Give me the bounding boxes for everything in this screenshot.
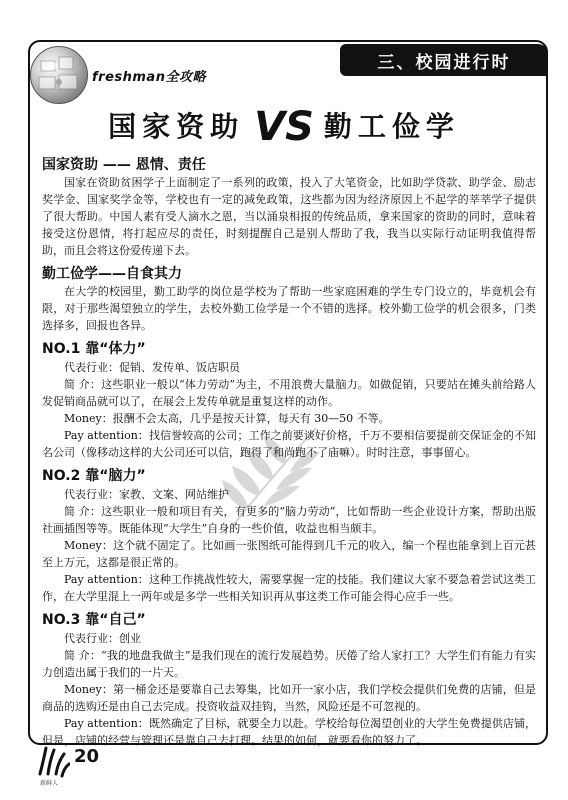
job-intro: 简 介：这些职业一般以“体力劳动”为主，不用浪费大量脑力。如做促销，只要站在摊头前给路人发促销商品就可以了，在展会上发传单就是重复这样的动作。 <box>42 378 536 408</box>
job-industry: 代表行业：促销、发传单、饭店职员 <box>64 361 240 374</box>
job-attention: Pay attention：找信誉较高的公司；工作之前要谈好价格，千万不要相信要提前交保证金的不知名公司（像移动这样的大公司还可以信，跑得了和尚跑不了庙嘛）。时时注意，事事留心。 <box>42 429 536 459</box>
section-heading: 国家资助 —— 恩情、责任 <box>42 157 206 173</box>
sun-rays-icon <box>36 744 70 778</box>
job-intro: 简 介：这些职业一般和项目有关，有更多的“脑力劳动”，比如帮助一些企业设计方案，帮助出版社画插图等等。既能体现“大学生”自身的一些价值，收益也相当颇丰。 <box>42 505 536 535</box>
job-industry: 代表行业：家教、文案、网站维护 <box>64 488 229 501</box>
job-type-heading: NO.2 靠“脑力” <box>42 468 146 484</box>
job-money: Money：第一桶金还是要靠自己去筹集，比如开一家小店，我们学校会提供们免费的店铺，但是商品的选购还是由自己去完成。投资收益双挂钩，当然，风险还是不可忽视的。 <box>42 683 536 713</box>
job-intro: 简 介：“我的地盘我做主”是我们现在的流行发展趋势。厌倦了给人家打工？大学生们有能力有实力创造出属于我们的一片天。 <box>42 649 536 679</box>
section-work-study <box>42 265 536 334</box>
section-tab: 三、校园进行时 <box>340 44 548 76</box>
title-right: 勤工俭学 <box>323 110 460 143</box>
job-type-no2 <box>42 467 536 605</box>
title-left: 国家资助 <box>108 110 245 143</box>
job-money: Money：这个就不固定了。比如画一张图纸可能得到几千元的收入，编一个程也能拿到上百元甚至上万元，这都是很正常的。 <box>42 539 536 569</box>
page-number: 20 <box>74 746 100 767</box>
job-type-heading: NO.3 靠“自己” <box>42 612 146 628</box>
section-paragraph: 在大学的校园里，勤工助学的岗位是学校为了帮助一些家庭困难的学生专门设立的，毕竟机会有限，对于那些渴望独立的学生，去校外勤工俭学是一个不错的选择。校外勤工俭学的机会很多，门类选择多，回报也各异。 <box>42 285 536 332</box>
job-type-no3 <box>42 611 536 749</box>
job-industry: 代表行业：创业 <box>64 632 141 645</box>
title-vs: VS <box>254 104 314 150</box>
section-paragraph: 国家在资助贫困学子上面制定了一系列的政策，投入了大笔资金，比如助学贷款、助学金、励志奖学金、国家奖学金等，学校也有一定的减免政策，这些都为因为经济原因上不起学的莘莘学子提供了很大帮助。中国人素有受人滴水之恩，当以涌泉相报的传统品质，拿来国家的资助的同时，意味着接受这份恩情，将打起应尽的责任，时刻提醒自己是别人帮助了我，我当以实际行动证明我值得帮助，而且会将这份爱传递下去。 <box>42 176 536 257</box>
job-money: Money：报酬不会太高，几乎是按天计算，每天有 30—50 不等。 <box>64 412 390 425</box>
job-attention: Pay attention：这种工作挑战性较大，需要掌握一定的技能。我们建议大家不要急着尝试这类工作，在大学里混上一两年或是多学一些相关知识再从事这类工作可能会得心应手一些。 <box>42 573 536 603</box>
section-heading: 勤工俭学——自食其力 <box>42 266 182 282</box>
page-title <box>0 104 568 150</box>
article-body <box>42 156 536 755</box>
job-type-heading: NO.1 靠“体力” <box>42 341 146 357</box>
job-type-no1 <box>42 340 536 461</box>
brand-label: freshman全攻略 <box>92 70 206 85</box>
puzzle-globe-icon <box>30 46 88 104</box>
job-attention: Pay attention：既然确定了目标，就要全力以赴。学校给每位渴望创业的大学生免费提供店铺，但是，店铺的经营与管理还是靠自己去打理。结果的如何，就要看你的努力了。 <box>42 717 536 747</box>
section-state-aid <box>42 156 536 259</box>
footer-label: 新鲜人 <box>40 780 59 787</box>
